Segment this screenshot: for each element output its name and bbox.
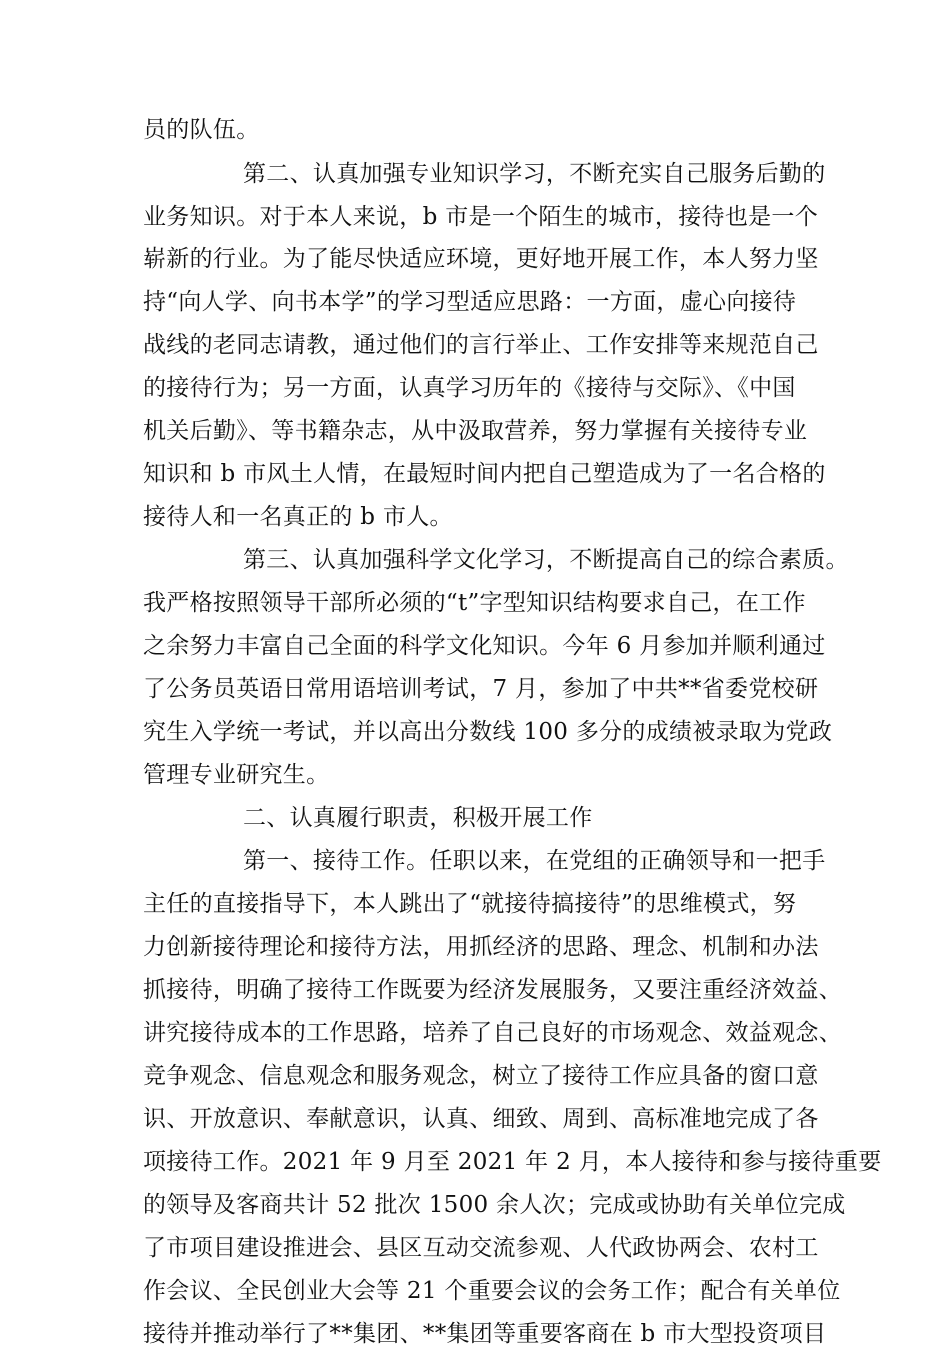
- text-line: 机关后勤》、等书籍杂志，从中汲取营养，努力掌握有关接待专业: [143, 418, 808, 444]
- text-line: 力创新接待理论和接待方法，用抓经济的思路、理念、机制和办法: [143, 934, 819, 960]
- text-line: 主任的直接指导下，本人跳出了“就接待搞接待”的思维模式，努: [143, 891, 797, 917]
- paragraph-first-line: 第二、认真加强专业知识学习，不断充实自己服务后勤的: [243, 161, 826, 187]
- text-line: 的领导及客商共计 52 批次 1500 余人次；完成或协助有关单位完成: [143, 1192, 846, 1218]
- text-line: 了市项目建设推进会、县区互动交流参观、人代政协两会、农村工: [143, 1235, 819, 1261]
- text-line: 接待人和一名真正的 b 市人。: [143, 504, 453, 530]
- text-line: 接待并推动举行了**集团、**集团等重要客商在 b 市大型投资项目: [143, 1321, 827, 1347]
- text-line: 崭新的行业。为了能尽快适应环境，更好地开展工作，本人努力坚: [143, 246, 819, 272]
- text-line: 业务知识。对于本人来说，b 市是一个陌生的城市，接待也是一个: [143, 204, 819, 230]
- section-heading: 二、认真履行职责，积极开展工作: [243, 805, 593, 831]
- text-line: 员的队伍。: [143, 117, 260, 143]
- text-line: 之余努力丰富自己全面的科学文化知识。今年 6 月参加并顺利通过: [143, 633, 826, 659]
- text-line: 究生入学统一考试，并以高出分数线 100 多分的成绩被录取为党政: [143, 719, 833, 745]
- text-line: 持“向人学、向书本学”的学习型适应思路：一方面，虚心向接待: [143, 289, 797, 315]
- text-line: 战线的老同志请教，通过他们的言行举止、工作安排等来规范自己: [143, 332, 819, 358]
- text-line: 知识和 b 市风土人情，在最短时间内把自己塑造成为了一名合格的: [143, 461, 826, 487]
- text-line: 竞争观念、信息观念和服务观念，树立了接待工作应具备的窗口意: [143, 1063, 819, 1089]
- text-line: 管理专业研究生。: [143, 762, 330, 788]
- text-line: 了公务员英语日常用语培训考试，7 月，参加了中共**省委党校研: [143, 676, 819, 702]
- text-line: 讲究接待成本的工作思路，培养了自己良好的市场观念、效益观念、: [143, 1020, 842, 1046]
- text-line: 的接待行为；另一方面，认真学习历年的《接待与交际》、《中国: [143, 375, 796, 401]
- paragraph-first-line: 第一、接待工作。任职以来，在党组的正确领导和一把手: [243, 848, 826, 874]
- paragraph-first-line: 第三、认真加强科学文化学习，不断提高自己的综合素质。: [243, 547, 849, 573]
- text-line: 识、开放意识、奉献意识，认真、细致、周到、高标准地完成了各: [143, 1106, 819, 1132]
- text-line: 项接待工作。2021 年 9 月至 2021 年 2 月，本人接待和参与接待重要: [143, 1149, 882, 1175]
- text-line: 我严格按照领导干部所必须的“t”字型知识结构要求自己，在工作: [143, 590, 806, 616]
- text-line: 抓接待，明确了接待工作既要为经济发展服务，又要注重经济效益、: [143, 977, 842, 1003]
- text-line: 作会议、全民创业大会等 21 个重要会议的会务工作；配合有关单位: [143, 1278, 841, 1304]
